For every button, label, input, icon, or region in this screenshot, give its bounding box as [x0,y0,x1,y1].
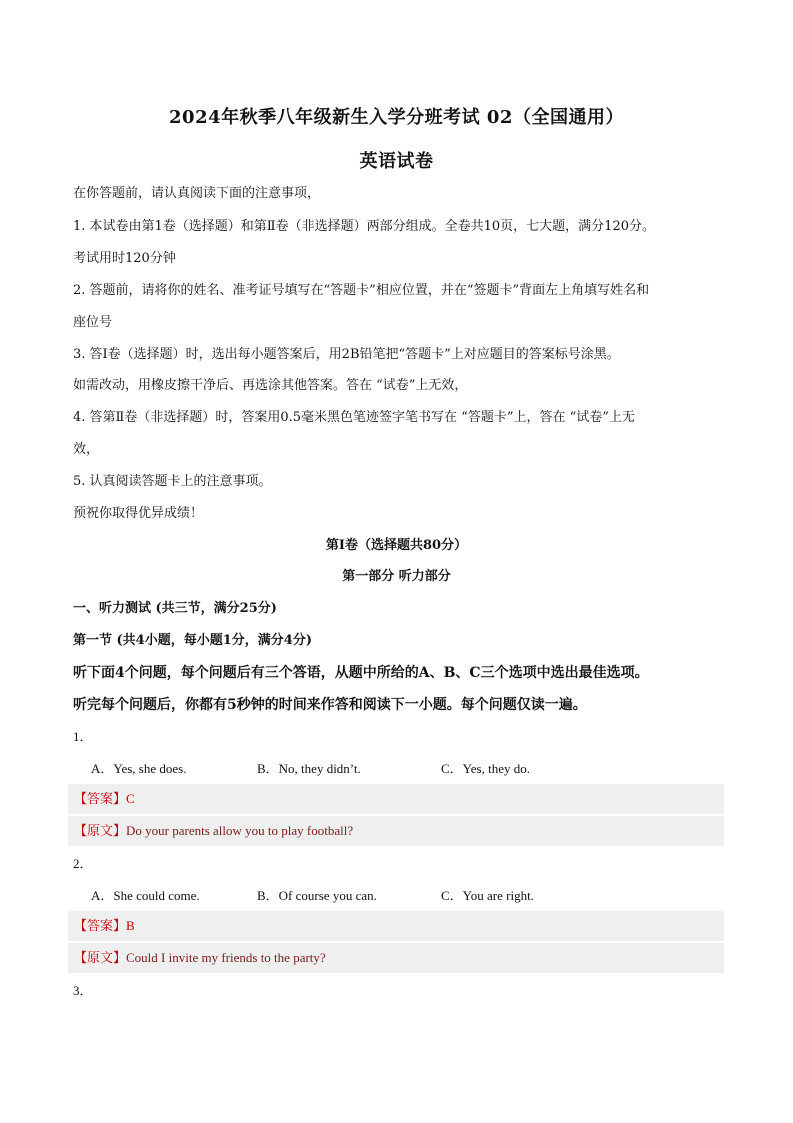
question-number: 1． [73,729,93,744]
instruction-line: 如需改动，用橡皮擦干净后、再选涂其他答案。答在 “试卷”上无效， [73,378,468,393]
instruction-line: 座位号 [73,315,113,330]
option-a: A．She could come. [91,888,200,903]
option-a: A．Yes, she does. [91,761,187,776]
option-b: B．Of course you can. [257,888,377,903]
instruction-line: 1. 本试卷由第1卷（选择题）和第Ⅱ卷（非选择题）两部分组成。全卷共10页，七大题，满分120分。 [73,219,655,234]
page-subtitle: 英语试卷 [359,151,434,172]
directions-line: 听下面4个问题，每个问题后有三个答语，从题中所给的A、B、C三个选项中选出最佳选项。 [73,665,649,681]
answer-value: B [126,918,135,933]
section-heading: 一、听力测试 (共三节，满分25分) [73,601,277,616]
instructions-wish: 预祝你取得优异成绩！ [73,506,204,521]
volume-heading: 第Ⅰ卷（选择题共80分） [325,538,468,553]
answer-band [68,911,724,941]
page-title: 2024年秋季八年级新生入学分班考试 02（全国通用） [169,107,624,128]
instructions-intro: 在你答题前，请认真阅读下面的注意事项， [73,186,321,201]
original-band [68,816,724,846]
subsection-heading: 第一节 (共4小题，每小题1分，满分4分) [73,633,312,648]
original-band [68,943,724,973]
original-label: 【原文】 [74,951,127,966]
question-number: 3． [73,983,93,998]
instruction-line: 考试用时120分钟 [73,251,176,266]
instruction-line: 2. 答题前，请将你的姓名、准考证号填写在“答题卡”相应位置，并在“签题卡”背面左上角填写姓名和 [73,283,650,298]
option-c: C．Yes, they do. [441,761,530,776]
part-heading: 第一部分 听力部分 [342,569,451,584]
question-number: 2． [73,856,93,871]
answer-label: 【答案】 [74,919,127,934]
option-b: B．No, they didn’t. [257,761,361,776]
instruction-line: 3. 答Ⅰ卷（选择题）时，选出每小题答案后，用2B铅笔把“答题卡”上对应题目的答案标号涂黑。 [73,347,620,362]
instruction-line: 4. 答第Ⅱ卷（非选择题）时，答案用0.5毫米黑色笔迹签字笔书写在 “答题卡”上，答在 “试卷”上无 [73,410,635,425]
answer-label: 【答案】 [74,792,127,807]
directions-line: 听完每个问题后，你都有5秒钟的时间来作答和阅读下一小题。每个问题仅读一遍。 [73,697,587,713]
original-label: 【原文】 [74,824,127,839]
option-c: C．You are right. [441,888,534,903]
original-text: Do your parents allow you to play football? [126,823,354,838]
instruction-line: 5. 认真阅读答题卡上的注意事项。 [73,474,272,489]
instruction-line: 效， [73,442,100,457]
answer-band [68,784,724,814]
original-text: Could I invite my friends to the party? [126,950,326,965]
answer-value: C [126,791,135,806]
